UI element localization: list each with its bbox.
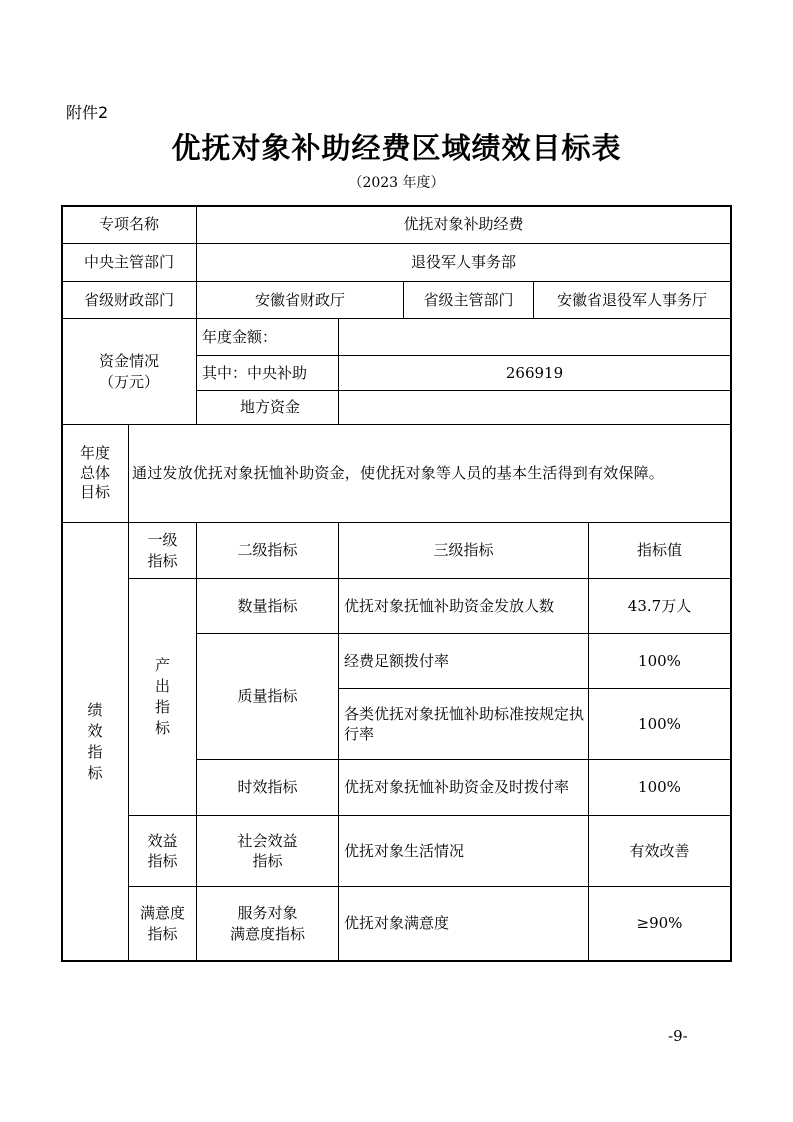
quantity-label: 数量指标 <box>237 596 298 615</box>
social-benefit-label: 社会效益 指标 <box>237 831 298 870</box>
quantity-value: 43.7万人 <box>627 596 692 615</box>
quantity-item: 优抚对象抚恤补助资金发放人数 <box>344 596 555 615</box>
quality-value-2: 100% <box>638 714 681 733</box>
table-border-right <box>730 205 732 962</box>
header-level3: 三级指标 <box>433 541 494 560</box>
benefit-indicators-label: 效益 指标 <box>147 831 178 870</box>
quality-item-2: 各类优抚对象抚恤补助标准按规定执行率 <box>344 704 585 743</box>
central-dept-value: 退役军人事务部 <box>410 253 516 272</box>
timeliness-value: 100% <box>638 778 681 797</box>
prov-dept-value: 安徽省退役军人事务厅 <box>556 290 707 309</box>
quality-item-1: 经费足额拨付率 <box>344 651 450 670</box>
satisfaction-indicators-label: 满意度 指标 <box>139 904 185 943</box>
project-name-label: 专项名称 <box>98 215 159 234</box>
annual-amount-label: 年度金额： <box>202 327 278 346</box>
annex-label: 附件2 <box>66 103 109 122</box>
table-border-bottom <box>62 960 732 962</box>
central-subsidy-value: 266919 <box>505 363 564 382</box>
timeliness-label: 时效指标 <box>237 778 298 797</box>
central-dept-label: 中央主管部门 <box>83 253 174 272</box>
service-satisfaction-label: 服务对象 满意度指标 <box>229 904 305 943</box>
quality-label: 质量指标 <box>237 687 298 706</box>
social-benefit-item: 优抚对象生活情况 <box>344 841 465 860</box>
annual-goal-label: 年度 总体 目标 <box>79 444 110 502</box>
local-funds-label: 地方资金 <box>240 398 301 417</box>
social-benefit-value: 有效改善 <box>629 841 690 860</box>
satisfaction-item: 优抚对象满意度 <box>344 914 450 933</box>
header-value: 指标值 <box>636 541 682 560</box>
project-name-value: 优抚对象补助经费 <box>403 215 524 234</box>
output-indicators-label: 产 出 指 标 <box>154 656 170 737</box>
header-level1: 一级 指标 <box>147 531 178 570</box>
prov-finance-label: 省级财政部门 <box>83 290 174 309</box>
quality-value-1: 100% <box>638 651 681 670</box>
funds-label: 资金情况 （万元） <box>98 352 159 391</box>
header-level2: 二级指标 <box>237 541 298 560</box>
central-subsidy-label: 其中：中央补助 <box>202 363 308 382</box>
annual-amount-value <box>339 319 730 355</box>
timeliness-item: 优抚对象抚恤补助资金及时拨付率 <box>344 778 570 797</box>
year-label: （2023 年度） <box>348 175 445 191</box>
prov-dept-label: 省级主管部门 <box>423 290 514 309</box>
page-number: -9- <box>668 1027 688 1045</box>
annual-goal-text: 通过发放优抚对象抚恤补助资金，使优抚对象等人员的基本生活得到有效保障。 <box>132 464 665 483</box>
prov-finance-value: 安徽省财政厅 <box>254 290 345 309</box>
page-title: 优抚对象补助经费区域绩效目标表 <box>171 131 622 165</box>
satisfaction-value: ≥90% <box>636 914 683 933</box>
local-funds-value <box>339 391 730 424</box>
performance-indicators-label: 绩 效 指 标 <box>87 700 103 782</box>
